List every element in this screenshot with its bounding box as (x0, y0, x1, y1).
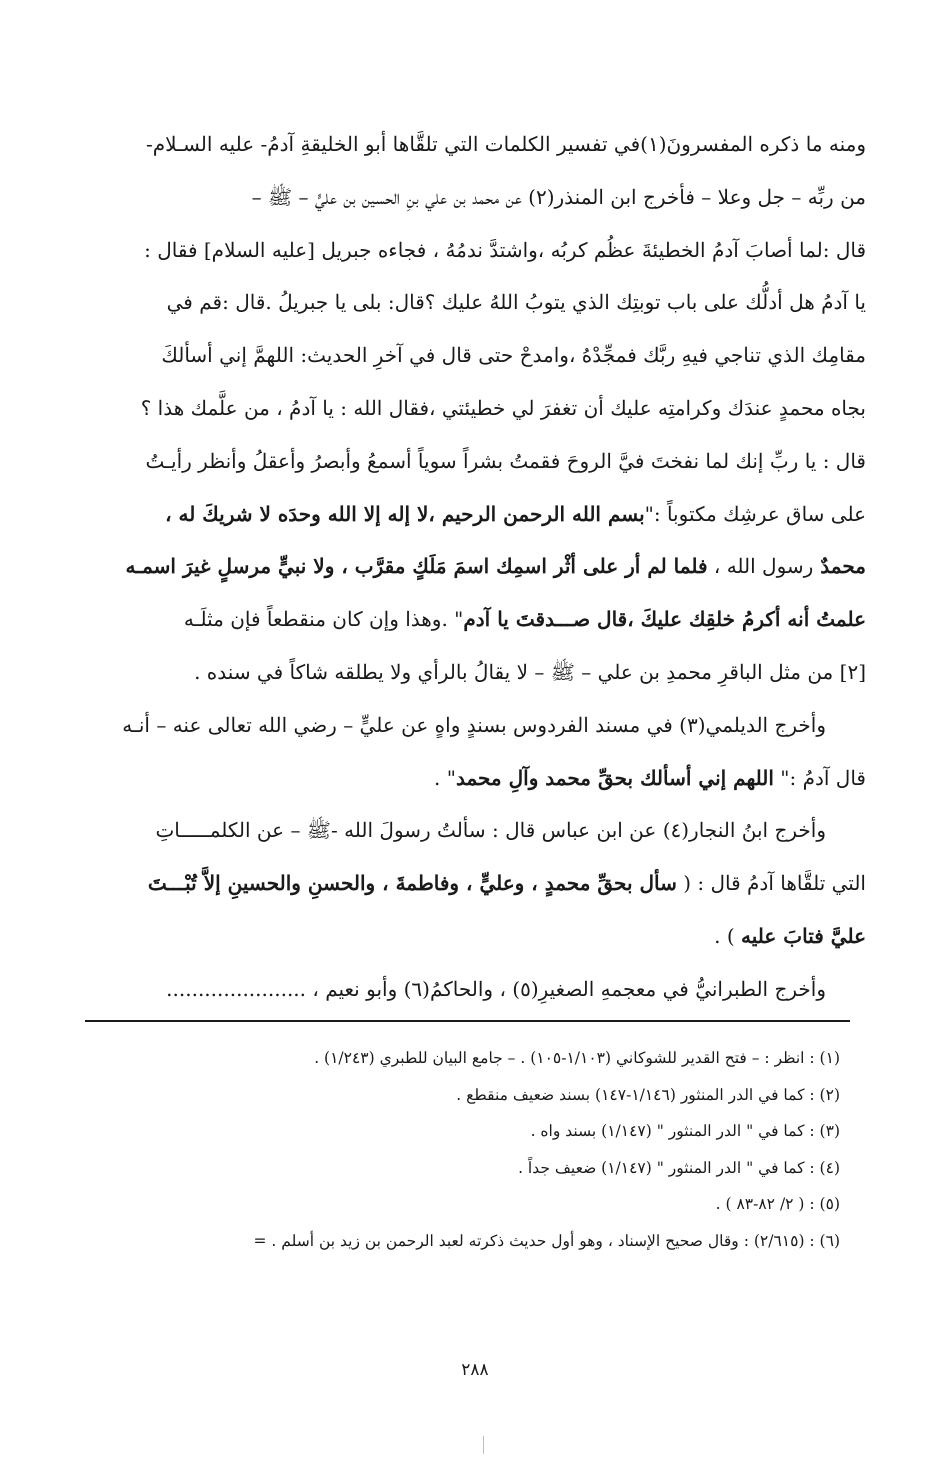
bold-text-run: محمدٌ (813, 554, 866, 579)
bold-text-run: بسم الله الرحمن الرحيم ،لا إله إلا الله وحدَه لا شريكَ له ، (165, 501, 645, 526)
text-run: " .وهذا وإن كان منقطعاً فإن مثلَـه (183, 607, 464, 632)
text-run: يا آدمُ هل أدلُّك على باب توبتِك الذي يتوبُ اللهُ عليك ؟قال: بلى يا جبريلُ .قال :قم في (166, 290, 866, 315)
text-run: ومنه ما ذكره المفسرونَ(١)في تفسير الكلمات التي تلقَّاها أبو الخليقةِ آدمُ- عليه السـلام- (146, 132, 866, 156)
text-run: وأخرج ابنُ النجار(٤) عن ابن عباس قال : سألتُ رسولَ الله -ﷺ – عن الكلمـــــاتِ (155, 818, 826, 843)
text-line (80, 804, 866, 857)
footnote: (٣) : كما في " الدر المنثور " (١/١٤٧) بسند واه . (530, 1122, 840, 1140)
text-run: على ساق عرشِك مكتوباً :" (644, 501, 866, 526)
text-line (80, 118, 866, 171)
scan-mark (483, 1436, 484, 1454)
main-text (80, 118, 866, 1016)
bold-text-run: سأل بحقِّ محمدٍ ، وعليٍّ ، وفاطمةَ ، والحسنِ والحسينِ إلاَّ تُبْـــتَ (147, 871, 677, 896)
text-run: قال :لما أصابَ آدمُ الخطيئةَ عظُم كربُه ،واشتدَّ ندمُهُ ، فجاءه جبريل [عليه السلام] فقال : (144, 237, 866, 262)
text-line (80, 435, 866, 488)
text-line (80, 382, 866, 435)
text-line (80, 963, 866, 1016)
footnote-separator (85, 1020, 850, 1022)
text-run: مقامِك الذي تناجي فيهِ ربَّك فمجِّدْهُ ،وامدحْ حتى قال في آخرِ الحديث: اللهمَّ إني أسألكَ (161, 343, 866, 368)
text-line (80, 224, 866, 277)
footnote: (١) : انظر : – فتح القدير للشوكاني (١/١٠٣-١٠٥) . – جامع البيان للطبري (١/٢٤٣) . (314, 1049, 840, 1067)
text-line (80, 329, 866, 382)
footnote: (٤) : كما في " الدر المنثور " (١/١٤٧) ضعيف جداً . (518, 1158, 840, 1177)
text-line (80, 593, 866, 646)
bold-text-run: اللهم إني أسألك بحقِّ محمد وآلِ محمد (455, 765, 774, 790)
bold-text-run: علمتُ أنه أكرمُ خلقِك عليكَ ،قال صـــدقتَ يا آدم (463, 607, 866, 632)
bold-text-run: عليَّ فتابَ عليه (741, 923, 866, 948)
footnote: (٢) : كما في الدر المنثور (١/١٤٦-١٤٧) بسند ضعيف منقطع . (456, 1085, 840, 1104)
text-line (80, 171, 866, 224)
text-run: وأخرج الديلمي(٣) في مسند الفردوس بسندٍ واهٍ عن عليٍّ – رضي الله تعالى عنه – أنـه (122, 712, 826, 737)
text-line (80, 540, 866, 593)
text-line (80, 910, 866, 963)
text-line (80, 276, 866, 329)
text-run: من ربِّه – جل وعلا – فأخرج ابن المنذر(٢) عن محمد بن علي بنِ الحسين بن عليٍّ – ﷺ – (251, 184, 866, 209)
text-line (80, 699, 866, 752)
footnote: (٥) : ( ٢/ ٨٢-٨٣ ) . (715, 1195, 840, 1213)
text-run: قال آدمُ :" (773, 765, 866, 790)
text-run: [٢] من مثل الباقرِ محمدِ بن علي – ﷺ – لا يقالُ بالرأي ولا يطلقه شاكاً في سنده . (194, 659, 866, 684)
footnotes (85, 1040, 840, 1259)
text-run: التي تلقَّاها آدمُ قال : ( (676, 871, 866, 896)
bold-text-run: فلما لم أر على أثْر اسمِك اسمَ مَلَكٍ مقرَّب ، ولا نبيٍّ مرسلٍ غيرَ اسمـه (125, 554, 708, 579)
text-run: بجاه محمدٍ عندَك وكرامتِه عليك أن تغفرَ لي خطيئتي ،فقال الله : يا آدمُ ، من علَّمك هذا ؟ (140, 395, 866, 420)
footnote: (٦) : (٢/٦١٥) : وقال صحيح الإسناد ، وهو أول حديث ذكرته لعبد الرحمن بن زيد بن أسلم . = (253, 1231, 840, 1250)
page-number: ٢٨٨ (461, 1360, 489, 1380)
text-line (80, 488, 866, 541)
text-run: رسول الله ، (707, 554, 814, 579)
text-line (80, 857, 866, 910)
text-run: قال : يا ربِّ إنك لما نفختَ فيَّ الروحَ فقمتُ بشراً سوياً أسمعُ وأبصرُ وأعقلُ وأنظر رأيـتُ (145, 448, 866, 473)
text-run: ) . (714, 923, 742, 948)
text-run: وأخرج الطبرانيُّ في معجمهِ الصغيرِ(٥) ، والحاكمُ(٦) وأبو نعيم ، ...................... (166, 976, 826, 1001)
text-line (80, 646, 866, 699)
text-line (80, 752, 866, 805)
text-run: " . (434, 765, 456, 790)
